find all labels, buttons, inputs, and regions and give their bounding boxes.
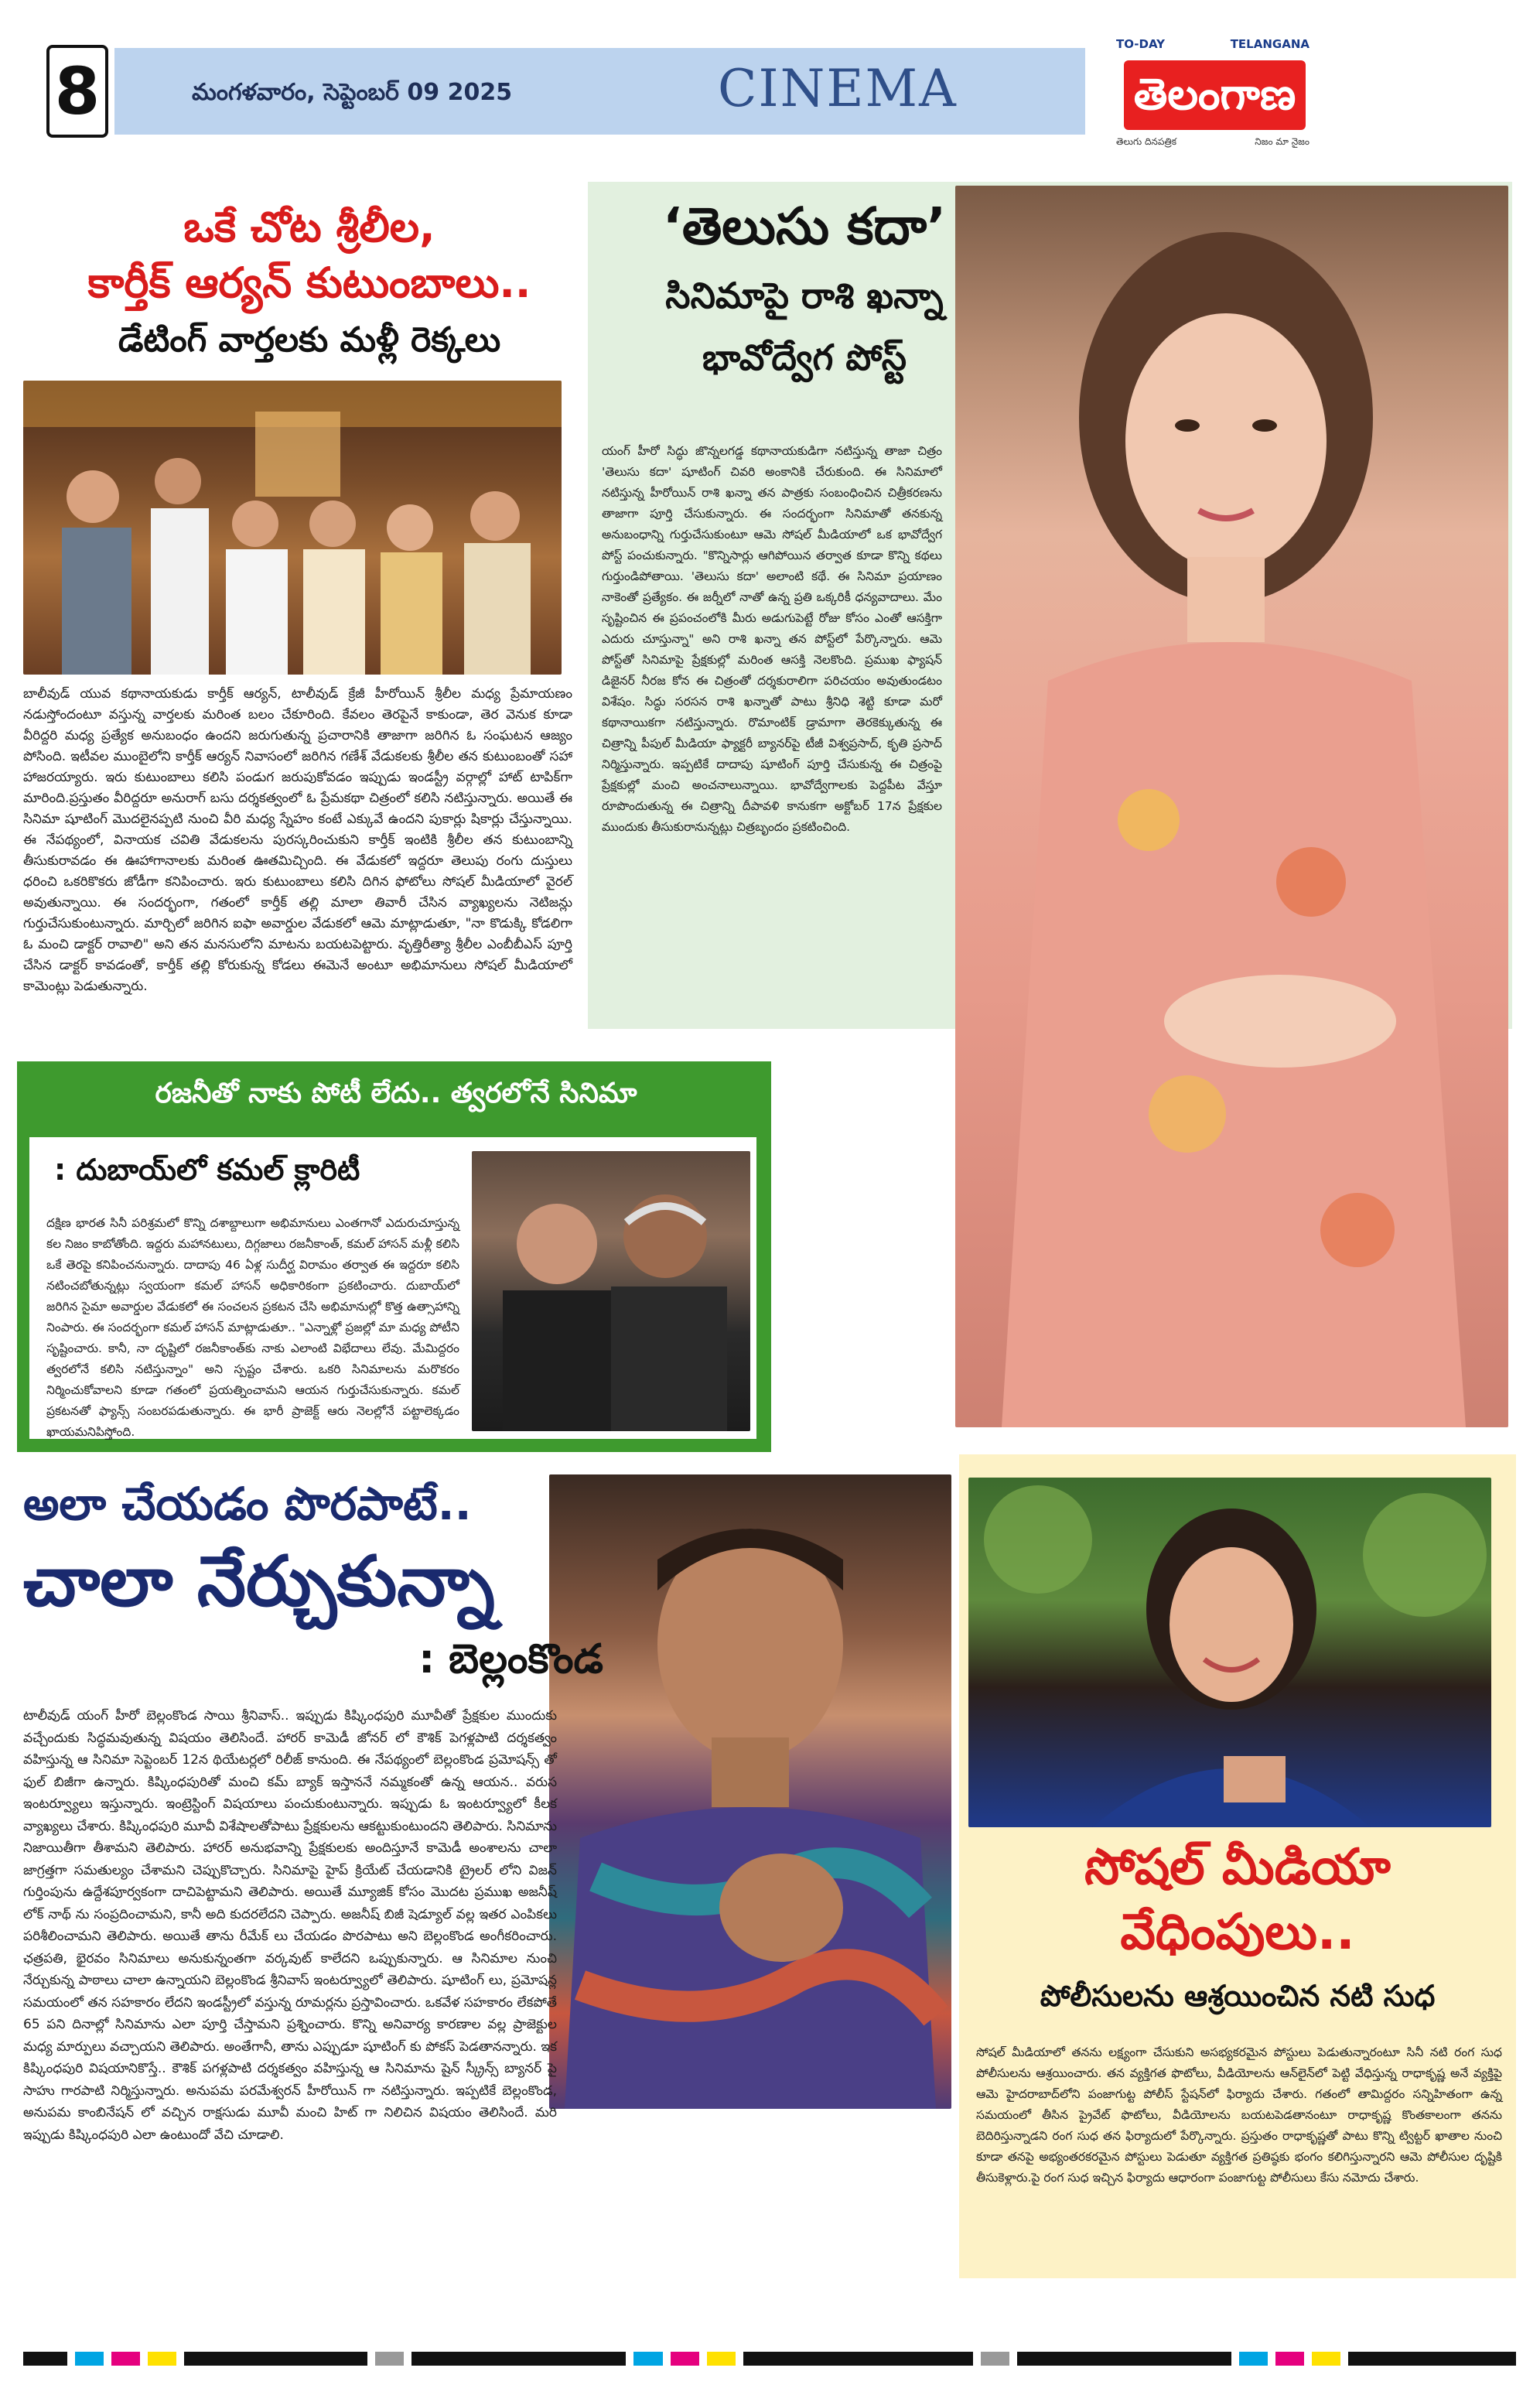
portrait-placeholder-icon bbox=[955, 186, 1508, 1427]
story4-headline-line2: చాలా నేర్చుకున్నా bbox=[23, 1541, 495, 1622]
reg-mark-black bbox=[1348, 2352, 1516, 2366]
issue-date: మంగళవారం, సెప్టెంబర్ 09 2025 bbox=[192, 79, 513, 106]
actress-portrait-photo bbox=[955, 186, 1508, 1427]
story4-headline-line1: అలా చేయడం పొరపాటే.. bbox=[23, 1478, 472, 1530]
actor-placeholder-icon bbox=[549, 1474, 951, 2109]
story2-headline-line3: భావోద్వేగ పోస్ట్ bbox=[702, 337, 907, 378]
reg-mark-black bbox=[743, 2352, 973, 2366]
reg-mark-black bbox=[23, 2352, 67, 2366]
duo-placeholder-icon bbox=[472, 1151, 750, 1431]
two-actors-photo bbox=[472, 1151, 750, 1431]
actor-portrait-photo bbox=[549, 1474, 951, 2109]
reg-mark-magenta bbox=[671, 2352, 699, 2366]
reg-mark-yellow bbox=[1312, 2352, 1340, 2366]
reg-mark-gray bbox=[981, 2352, 1009, 2366]
logo-tagline-left: తెలుగు దినపత్రిక bbox=[1116, 136, 1177, 147]
reg-mark-yellow bbox=[707, 2352, 736, 2366]
reg-mark-magenta bbox=[111, 2352, 140, 2366]
reg-mark-black bbox=[1017, 2352, 1231, 2366]
logo-top-left: TO-DAY bbox=[1116, 37, 1165, 51]
story1-headline-line2: కార్తీక్ ఆర్యన్ కుటుంబాలు.. bbox=[87, 258, 531, 307]
logo-tagline-right: నిజం మా నైజం bbox=[1255, 136, 1310, 147]
reg-mark-gray bbox=[375, 2352, 404, 2366]
actress-selfie-photo bbox=[968, 1478, 1491, 1827]
story5-headline-line2: వేధింపులు.. bbox=[1120, 1904, 1355, 1961]
story2-headline-line1: ‘తెలుసు కదా’ bbox=[662, 196, 947, 256]
story5-body: సోషల్ మీడియాలో తనను లక్ష్యంగా చేసుకుని అసభ్యకరమైన పోస్టులు పెడుతున్నారంటూ సినీ నటి రంగ సుధ పోలీసులను ఆశ్రయించారు. తన వ్యక్తిగత ఫొటోలు, వీడియోలను ఆన్‌లైన్‌లో పెట్టి వేధిస్తున్న రాధాకృష్ణ అనే వ్యక్తిపై ఆమె హైదరాబాద్‌లోని పంజాగుట్ట పోలీస్ స్టేషన్‌లో ఫిర్యాదు చేశారు. గతంలో తామిద్దరం సన్నిహితంగా ఉన్న సమయంలో తీసిన ప్రైవేట్ ఫొటోలు, వీడియోలను బయటపెడతానంటూ రాధాకృష్ణ కొంతకాలంగా తనను బెదిరిస్తున్నాడని రంగ సుధ తన ఫిర్యాదులో పేర్కొన్నారు. ప్రస్తుతం రాధాకృష్ణతో పాటు కొన్ని ట్విట్టర్ ఖాతాల నుంచి కూడా తనపై అభ్యంతరకరమైన పోస్టులు పెడుతూ వ్యక్తిగత ప్రతిష్ఠకు భంగం కలిగిస్తున్నారని ఆమె పోలీసుల దృష్టికి తీసుకెళ్లారు.పై రంగ సుధ ఇచ్చిన ఫిర్యాదు ఆధారంగా పంజాగుట్ట పోలీసులు కేసు నమోదు చేశారు. bbox=[976, 2045, 1502, 2185]
story2-headline-line2: సినిమాపై రాశి ఖన్నా bbox=[665, 275, 944, 316]
logo-wordmark: తెలంగాణ bbox=[1124, 60, 1306, 130]
masthead bbox=[46, 37, 1516, 153]
logo-top-right: TELANGANA bbox=[1230, 37, 1310, 51]
story3-headline: రజనీతో నాకు పోటీ లేదు.. త్వరలోనే సినిమా bbox=[155, 1078, 637, 1109]
family-celebration-photo bbox=[23, 381, 562, 675]
reg-mark-yellow bbox=[148, 2352, 176, 2366]
story1-body: బాలీవుడ్ యువ కథానాయకుడు కార్తీక్ ఆర్యన్, టాలీవుడ్ క్రేజీ హీరోయిన్ శ్రీలీల మధ్య ప్రేమాయణం నడుస్తోందంటూ వస్తున్న వార్తలకు మరింత బలం చేకూరింది. కేవలం తెరపైనే కాకుండా, తెర వెనుక కూడా వీరిద్దరి మధ్య ప్రత్యేక అనుబంధం ఉందని జరుగుతున్న ప్రచారానికి తాజాగా జరిగిన ఓ సంఘటన ఆజ్యం పోసింది. ఇటీవల ముంబైలోని కార్తీక్ ఆర్యన్ నివాసంలో జరిగిన గణేశ్ వేడుకలకు శ్రీలీల తన కుటుంబంతో సహా హాజరయ్యారు. ఇరు కుటుంబాలు కలిసి పండుగ జరుపుకోవడం ఇప్పుడు ఇండస్ట్రీ వర్గాల్లో హాట్ టాపిక్‌గా మారింది.ప్రస్తుతం వీరిద్దరూ అనురాగ్ బసు దర్శకత్వంలో ఓ ప్రేమకథా చిత్రంలో కలిసి నటిస్తున్నారు. అయితే ఈ సినిమా షూటింగ్ మొదలైనప్పటి నుంచి వీరి మధ్య స్నేహం కంటే ఎక్కువే ఉందని పుకార్లు షికార్లు చేస్తున్నాయి. ఈ నేపథ్యంలో, వినాయక చవితి వేడుకలను పురస్కరించుకుని కార్తీక్ ఇంటికి శ్రీలీల తన కుటుంబాన్ని తీసుకురావడం ఈ ఊహాగానాలకు మరింత ఊతమిచ్చింది. ఈ వేడుకలో ఇద్దరూ తెలుపు రంగు దుస్తులు ధరించి ఒకరికొకరు జోడీగా కనిపించారు. ఇరు కుటుంబాలు కలిసి దిగిన ఫోటోలు సోషల్ మీడియాలో వైరల్ అవుతున్నాయి. ఈ సందర్భంగా, గతంలో కార్తీక్ తల్లి మాలా తివారీ చేసిన వ్యాఖ్యలను నెటిజన్లు గుర్తుచేసుకుంటున్నారు. మార్చిలో జరిగిన ఐఫా అవార్డుల వేడుకలో ఆమె మాట్లాడుతూ, "నా కొడుక్కి కోడలిగా ఓ మంచి డాక్టర్ రావాలి" అని తన మనసులోని మాటను బయటపెట్టారు. వృత్తిరీత్యా శ్రీలీల ఎంబీబీఎస్ పూర్తి చేసిన డాక్టర్ కావడంతో, కార్తీక్ తల్లి కోరుకున్న కోడలు ఈమెనే అంటూ అభిమానులు సోషల్ మీడియాలో కామెంట్లు పెడుతున్నారు. bbox=[23, 686, 572, 994]
story1-subhead: డేటింగ్ వార్తలకు మళ్లీ రెక్కలు bbox=[118, 320, 501, 360]
print-registration-strip bbox=[23, 2352, 1516, 2367]
story2-body: యంగ్ హీరో సిద్ధు జొన్నలగడ్డ కథానాయకుడిగా నటిస్తున్న తాజా చిత్రం 'తెలుసు కదా' షూటింగ్ చివరి అంకానికి చేరుకుంది. ఈ సినిమాలో నటిస్తున్న హీరోయిన్ రాశి ఖన్నా తన పాత్రకు సంబంధించిన చిత్రీకరణను తాజాగా పూర్తి చేసుకున్నారు. ఈ సందర్భంగా సినిమాతో తనకున్న అనుబంధాన్ని గుర్తుచేసుకుంటూ ఆమె సోషల్ మీడియాలో ఒక భావోద్వేగ పోస్ట్ పంచుకున్నారు. "కొన్నిసార్లు ఆగిపోయిన తర్వాత కూడా కొన్ని కథలు గుర్తుండిపోతాయి. 'తెలుసు కదా' అలాంటి కథే. ఈ సినిమా ప్రయాణం నాకెంతో ప్రత్యేకం. ఈ జర్నీలో నాతో ఉన్న ప్రతి ఒక్కరికీ ధన్యవాదాలు. మేం సృష్టించిన ఈ ప్రపంచంలోకి మీరు అడుగుపెట్టే రోజు కోసం ఎంతో ఆసక్తిగా ఎదురు చూస్తున్నా" అని రాశి ఖన్నా తన పోస్ట్‌లో పేర్కొన్నారు. ఆమె పోస్ట్‌తో సినిమాపై ప్రేక్షకుల్లో మరింత ఆసక్తి నెలకొంది. ప్రముఖ ఫ్యాషన్ డిజైనర్ నీరజ కోన ఈ చిత్రంతో దర్శకురాలిగా పరిచయం అవుతుండటం విశేషం. సిద్ధు సరసన రాశి ఖన్నాతో పాటు శ్రీనిధి శెట్టి కూడా మరో కథానాయికగా నటిస్తున్నారు. రొమాంటిక్ డ్రామాగా తెరకెక్కుతున్న ఈ చిత్రాన్ని పీపుల్ మీడియా ఫ్యాక్టరీ బ్యానర్‌పై టీజీ విశ్వప్రసాద్, కృతి ప్రసాద్ నిర్మిస్తున్నారు. ఇప్పటికే దాదాపు షూటింగ్ పూర్తి చేసుకున్న ఈ చిత్రంపై ప్రేక్షకుల్లో మంచి అంచనాలున్నాయి. భావోద్వేగాలకు పెద్దపీట వేస్తూ రూపొందుతున్న ఈ చిత్రాన్ని దీపావళి కానుకగా అక్టోబర్ 17న ప్రేక్షకుల ముందుకు తీసుకురానున్నట్లు చిత్రబృందం ప్రకటించింది. bbox=[602, 444, 942, 834]
story5-headline-line1: సోషల్ మీడియా bbox=[1084, 1839, 1391, 1896]
reg-mark-black bbox=[184, 2352, 367, 2366]
story5-subhead: పోలీసులను ఆశ్రయించిన నటి సుధ bbox=[1040, 1979, 1436, 2013]
newspaper-logo bbox=[1116, 37, 1310, 161]
reg-mark-magenta bbox=[1275, 2352, 1304, 2366]
reg-mark-cyan bbox=[633, 2352, 662, 2366]
story1-headline-line1: ఒకే చోట శ్రీలీల, bbox=[183, 203, 435, 251]
photo-placeholder-icon bbox=[23, 381, 562, 675]
selfie-placeholder-icon bbox=[968, 1478, 1491, 1827]
masthead-strip bbox=[114, 48, 1085, 135]
reg-mark-cyan bbox=[75, 2352, 104, 2366]
reg-mark-black bbox=[411, 2352, 626, 2366]
section-title: CINEMA bbox=[718, 59, 958, 118]
page-number: 8 bbox=[46, 45, 108, 138]
story3-subhead: : దుబాయ్‌లో కమల్ క్లారిటీ bbox=[54, 1153, 360, 1187]
story4-body: టాలీవుడ్ యంగ్ హీరో బెల్లంకొండ సాయి శ్రీనివాస్.. ఇప్పుడు కిష్కింధపురి మూవీతో ప్రేక్షకుల ముందుకు వచ్చేందుకు సిద్ధమవుతున్న విషయం తెలిసిందే. హారర్ కామెడీ జోనర్ లో కౌశిక్ పెగళ్లపాటి దర్శకత్వం వహిస్తున్న ఆ సినిమా సెప్టెంబర్ 12న థియేటర్లలో రిలీజ్ కానుంది. ఈ నేపథ్యంలో బెల్లంకొండ ప్రమోషన్స్ తో ఫుల్ బిజీగా ఉన్నారు. కిష్కింధపురితో మంచి కమ్ బ్యాక్ ఇస్తాననే నమ్మకంతో ఉన్న ఆయన.. వరుస ఇంటర్వ్యూలు ఇస్తున్నారు. ఇంట్రెస్టింగ్ విషయాలు పంచుకుంటున్నారు. ఇప్పుడు ఓ ఇంటర్వ్యూలో కీలక వ్యాఖ్యలు చేశారు. కిష్కింధపురి మూవీ విశేషాలతోపాటు ప్రేక్షకులను ఆకట్టుకుంటుందని తెలిపారు. సినిమాను నిజాయితీగా తీశామని తెలిపారు. హారర్ అనుభవాన్ని ప్రేక్షకులకు అందిస్తూనే కామెడీ అంశాలను చాలా జాగ్రత్తగా సమతుల్యం చేశామని చెప్పుకొచ్చారు. సినిమాపై హైప్ క్రియేట్ చేయడానికి ట్రైలర్ లోని విజన్ గుర్తింపును ఉద్దేశపూర్వకంగా దాచిపెట్టామని తెలిపారు. అయితే మ్యూజిక్ కోసం మొదట ప్రముఖ అజనీష్ లోక్ నాథ్ ను సంప్రదించామని, కానీ అది కుదరలేదని చెప్పారు. అజనీష్ బిజీ షెడ్యూల్ వల్ల ఇతర ఎంపికలు పరిశీలించామని తెలిపారు. అయితే తాను రీమేక్ లు చేయడం పొరపాటు అని బెల్లంకొండ అంగీకరించారు. ఛత్రపతి, భైరవం సినిమాలు అనుకున్నంతగా వర్కవుట్ కాలేదని ఒప్పుకున్నారు. ఆ సినిమాల నుంచి నేర్చుకున్న పాఠాలు చాలా ఉన్నాయని బెల్లంకొండ శ్రీనివాస్ ఇంటర్వ్యూలో తెలిపారు. షూటింగ్ లు, ప్రమోషన్ల సమయంలో తన సహకారం లేదని ఇండస్ట్రీలో వస్తున్న రూమర్లను ప్రస్తావించారు. ఒకవేళ సహకారం లేకపోతే 65 పని దినాల్లో సినిమాను ఎలా పూర్తి చేస్తామని ప్రశ్నించారు. కొన్ని అనివార్య కారణాల వల్ల ప్రాజెక్టుల మధ్య మార్పులు వచ్చాయని తెలిపారు. అంతేగానీ, తాను ఎప్పుడూ షూటింగ్ కు పోకస్ పెడతానన్నారు. ఇక కిష్కింధపురి విషయానికొస్తే.. కౌశిక్ పగళ్లపాటి దర్శకత్వం వహిస్తున్న ఆ సినిమాను షైన్ స్క్రీన్స్ బ్యానర్ పై సాహు గారపాటి నిర్మిస్తున్నారు. అనుపమ పరమేశ్వరన్ హీరోయిన్ గా నటిస్తున్నారు. ఇప్పటికే బెల్లంకొండ, అనుపమ కాంబినేషన్ లో వచ్చిన రాక్షసుడు మూవీ మంచి హిట్ గా నిలిచిన విషయం తెలిసిందే. మరి ఇప్పుడు కిష్కింధపురి ఎలా ఉంటుందో వేచి చూడాలి. bbox=[23, 1708, 557, 2143]
story3-body: దక్షిణ భారత సినీ పరిశ్రమలో కొన్ని దశాబ్దాలుగా అభిమానులు ఎంతగానో ఎదురుచూస్తున్న కల నిజం కాబోతోంది. ఇద్దరు మహానటులు, దిగ్గజాలు రజనీకాంత్, కమల్ హాసన్ మళ్లీ కలిసి ఒకే తెరపై కనిపించనున్నారు. దాదాపు 46 ఏళ్ల సుదీర్ఘ విరామం తర్వాత ఈ ఇద్దరూ కలిసి నటించబోతున్నట్లు స్వయంగా కమల్ హాసన్ అధికారికంగా ప్రకటించారు. దుబాయ్‌లో జరిగిన సైమా అవార్డుల వేడుకలో ఈ సంచలన ప్రకటన చేసి అభిమానుల్లో కొత్త ఉత్సాహాన్ని నింపారు. ఈ సందర్భంగా కమల్ హాసన్ మాట్లాడుతూ.. "ఎన్నాళ్లో ప్రజల్లో మా మధ్య పోటీని సృష్టించారు. కానీ, నా దృష్టిలో రజనీకాంత్‌కు నాకు ఎలాంటి విభేదాలు లేవు. మేమిద్దరం త్వరలోనే కలిసి నటిస్తున్నాం" అని స్పష్టం చేశారు. ఒకరి సినిమాలను మరొకరం నిర్మించుకోవాలని కూడా గతంలో ప్రయత్నించామని ఆయన గుర్తుచేసుకున్నారు. కమల్ ప్రకటనతో ఫ్యాన్స్ సంబరపడుతున్నారు. ఈ భారీ ప్రాజెక్ట్ ఆరు నెలల్లోనే పట్టాలెక్కడం ఖాయమనిపిస్తోంది. bbox=[46, 1216, 459, 1439]
story4-byline: : బెల్లంకొండ bbox=[418, 1636, 603, 1683]
reg-mark-cyan bbox=[1239, 2352, 1268, 2366]
